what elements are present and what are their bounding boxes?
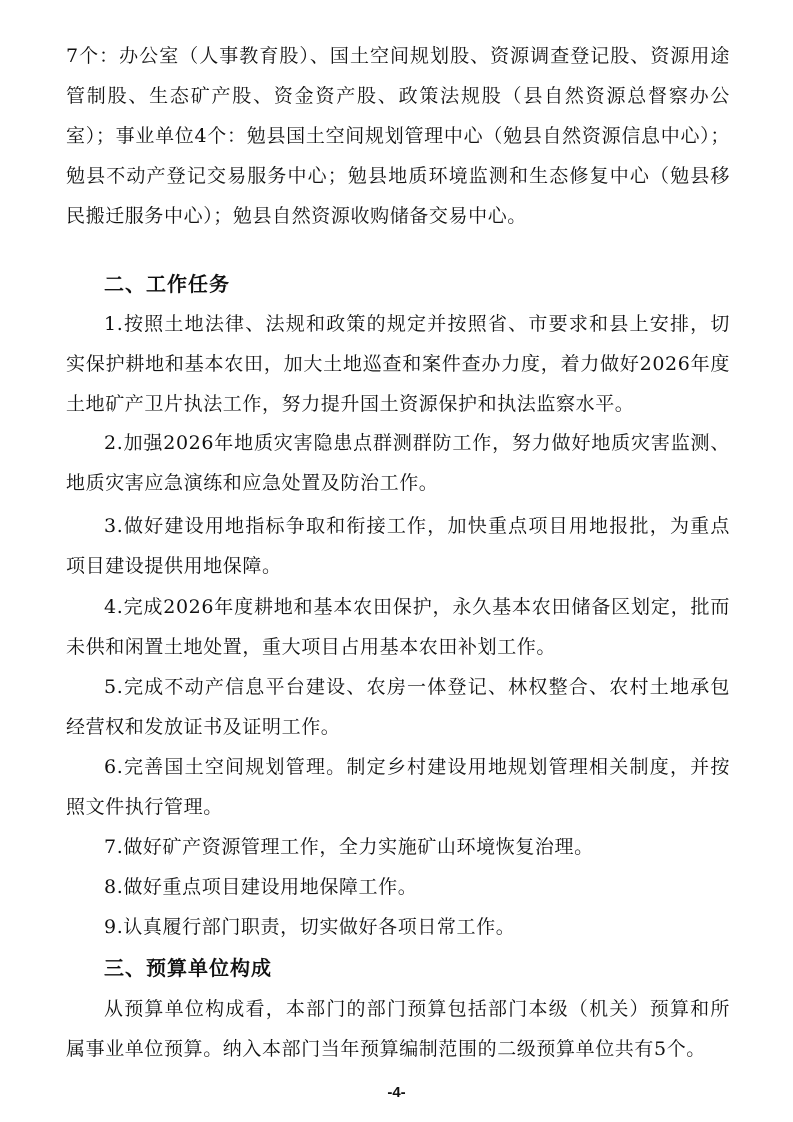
section-heading-work-tasks: 二、工作任务: [104, 272, 230, 296]
task-item-3: 3.做好建设用地指标争取和衔接工作，加快重点项目用地报批，为重点项目建设提供用地保障。: [66, 515, 730, 577]
task-item-8: 8.做好重点项目建设用地保障工作。: [104, 876, 418, 898]
page-number: -4-: [387, 1084, 406, 1101]
budget-units-paragraph: 从预算单位构成看，本部门的部门预算包括部门本级（机关）预算和所属事业单位预算。纳入本部门当年预算编制范围的二级预算单位共有5个。: [66, 998, 730, 1060]
task-item-6: 6.完善国土空间规划管理。制定乡村建设用地规划管理相关制度，并按照文件执行管理。: [66, 756, 730, 818]
task-item-7: 7.做好矿产资源管理工作，全力实施矿山环境恢复治理。: [104, 836, 594, 858]
section-heading-budget-units: 三、预算单位构成: [104, 956, 272, 980]
task-item-5: 5.完成不动产信息平台建设、农房一体登记、林权整合、农村土地承包经营权和发放证书及证明工作。: [66, 676, 730, 738]
task-item-1: 1.按照土地法律、法规和政策的规定并按照省、市要求和县上安排，切实保护耕地和基本农田，加大土地巡查和案件查办力度，着力做好2026年度土地矿产卫片执法工作，努力提升国土资源保护和执法监察水平。: [66, 313, 730, 415]
task-item-9: 9.认真履行部门职责，切实做好各项日常工作。: [104, 916, 516, 938]
intro-paragraph: 7个：办公室（人事教育股）、国土空间规划股、资源调查登记股、资源用途管制股、生态矿产股、资金资产股、政策法规股（县自然资源总督察办公室）；事业单位4个：勉县国土空间规划管理中心（勉县自然资源信息中心）；勉县不动产登记交易服务中心；勉县地质环境监测和生态修复中心（勉县移民搬迁服务中心）；勉县自然资源收购储备交易中心。: [66, 45, 730, 227]
task-item-2: 2.加强2026年地质灾害隐患点群测群防工作，努力做好地质灾害监测、地质灾害应急演练和应急处置及防治工作。: [66, 432, 730, 494]
task-item-4: 4.完成2026年度耕地和基本农田保护，永久基本农田储备区划定，批而未供和闲置土地处置，重大项目占用基本农田补划工作。: [66, 596, 730, 658]
